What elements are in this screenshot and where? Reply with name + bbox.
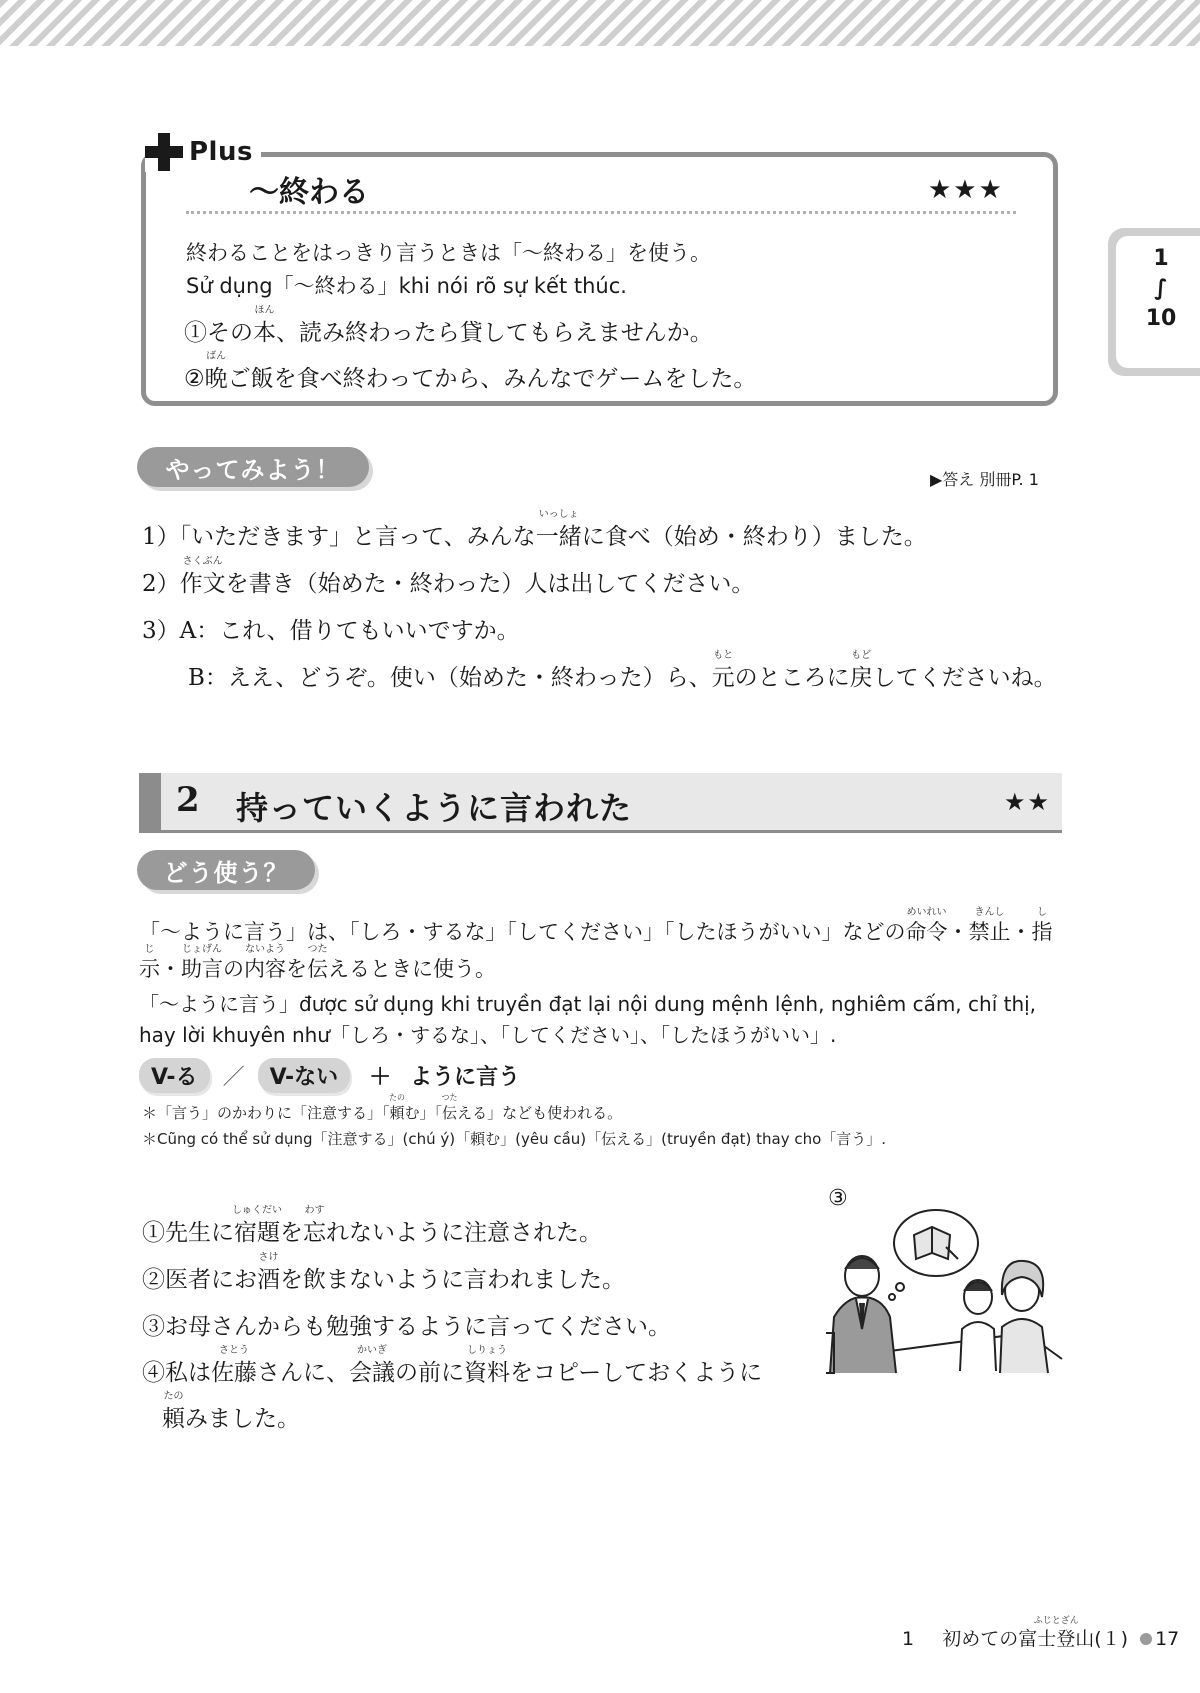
footer-bullet-icon [1140,1633,1152,1645]
section2-example-2: ②医者にお さけ 酒を飲まないように言われました。 [142,1252,625,1293]
chapter-range-separator: ∫ [1154,276,1168,301]
plus-label: Plus [189,137,253,167]
usage-explanation-jp-2: じ 示・ じょげん 助言の ないよう 内容を つた 伝えるときに使う。 [139,944,496,981]
section-number: 2 [176,780,200,820]
pattern-v-nai: V-ない [258,1058,351,1093]
usage-explanation-vi-2: hay lời khuyên như「しろ・するな」、「してください」、「したほうがいい」. [139,1023,837,1047]
plus-example-1: ①その ほん 本、読み終わったら貸してもらえませんか。 [184,305,713,346]
section2-example-1: ①先生に しゅくだい 宿題を わす 忘れないように注意された。 [142,1205,602,1246]
practice-question-1: 1）「いただきます」と言って、みんな いっしょ 一緒に食べ（始め・終わり）ました。 [142,509,927,550]
footer-chapter-number: 1 [902,1628,915,1650]
usage-pattern: V-る ／ V-ない ＋ ように言う [139,1058,520,1093]
page-number: 17 [1155,1628,1180,1650]
chapter-range-start: 1 [1153,246,1169,271]
plus-divider [186,211,1016,214]
plus-explanation-jp: 終わることをはっきり言うときは「〜終わる」を使う。 [186,241,711,265]
plus-tag [145,132,261,172]
plus-title: 〜終わる [249,175,369,210]
section-difficulty-stars: ★★ [1004,788,1052,816]
usage-explanation-jp-1: 「〜ように言う」は、「しろ・するな」「してください」「したほうがいい」などの めいれい 命令・ きんし 禁止・ し 指 [139,907,1053,944]
usage-explanation-vi-1: 「〜ように言う」được sử dụng khi truyền đạt lại nội dung mệnh lệnh, nghiêm cấm, chỉ thị, [139,992,1037,1016]
section2-example-4-continued: たの 頼みました。 [162,1391,300,1432]
practice-question-2: 2） さくぶん 作文を書き（始めた・終わった）人は出してください。 [142,556,755,597]
top-hatch-band [0,0,1200,46]
practice-question-3b: B：ええ、どうぞ。使い（始めた・終わった）ら、 もと 元のところに もど 戻してくださいね。 [188,650,1057,691]
teacher-mother-child-illustration [826,1183,1066,1383]
chapter-range [1116,236,1200,368]
chapter-range-end: 10 [1145,306,1177,331]
practice-badge: やってみよう！ [137,447,369,487]
plus-difficulty-stars: ★★★ [928,175,1004,205]
illustration-label: ③ [828,1186,848,1211]
plus-example-2: ② ばん 晩ご飯を食べ終わってから、みんなでゲームをした。 [184,351,757,392]
section2-example-4: ④私は さとう 佐藤さんに、 かいぎ 会議の前に しりょう 資料をコピーしておくように [142,1345,763,1386]
plus-explanation-vi: Sử dụng「〜終わる」khi nói rõ sự kết thúc. [186,274,627,298]
answer-reference: ▶答え 別冊P. 1 [930,470,1039,489]
pattern-tail: ように言う [410,1065,521,1090]
section2-example-3: ③お母さんからも勉強するように言ってください。 [142,1314,671,1340]
usage-note-jp: ＊「言う」のかわりに「注意する」「 たの 頼む」「 つた 伝える」なども使われる。 [142,1093,623,1122]
footer-title: 初めての [942,1628,1019,1650]
usage-badge: どう使う？ [137,850,315,890]
page-footer: 1 初めての ふじとざん 富士登山(１) 17 [902,1616,1180,1650]
pattern-v-ru: V-る [139,1058,210,1093]
practice-question-3a: 3）A：これ、借りてもいいですか。 [142,618,520,644]
section-header-bar [139,773,161,833]
plus-icon [145,133,183,171]
usage-note-vi: ＊Cũng có thể sử dụng「注意する」(chú ý)「頼む」(yêu cầu)「伝える」(truyền đạt) thay cho「言う」. [142,1130,887,1148]
section-title: 持っていくように言われた [236,789,633,827]
